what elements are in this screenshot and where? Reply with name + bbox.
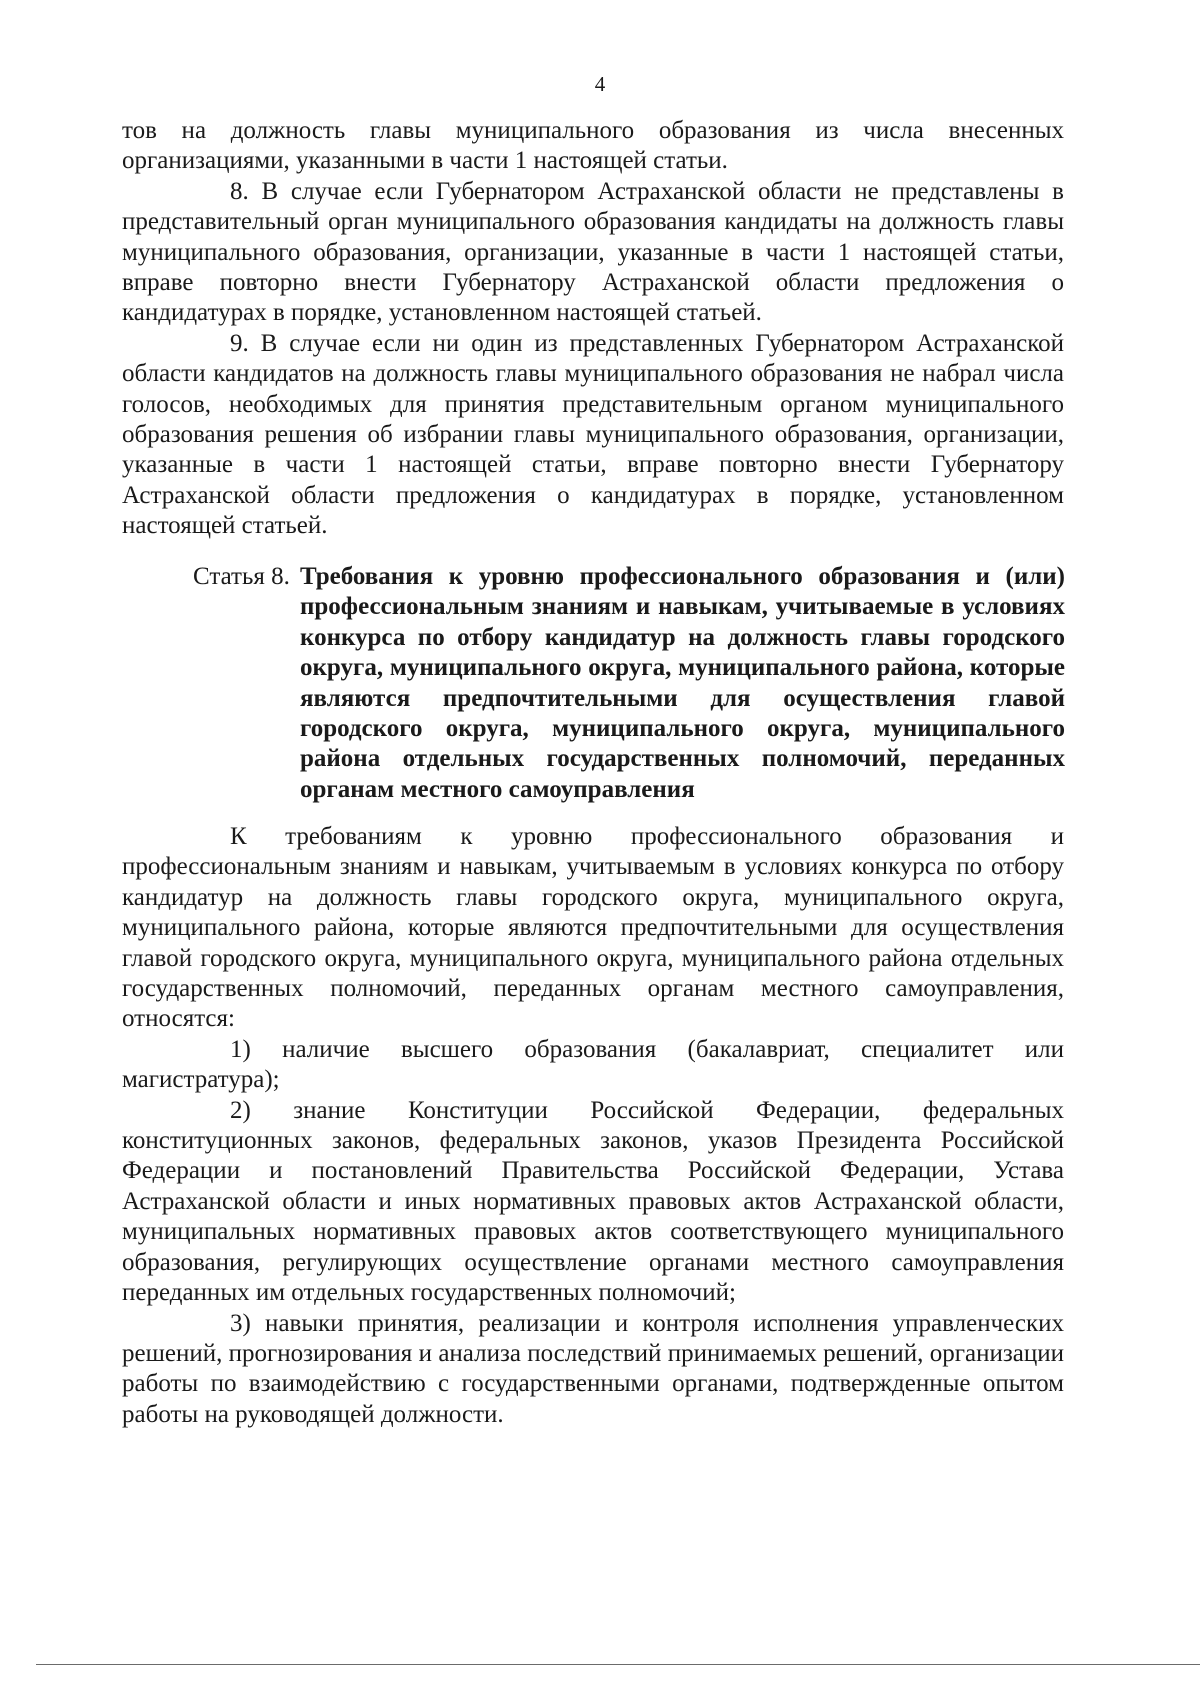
requirement-item-2: 2) знание Конституции Российской Федерации, федеральных конституционных законов, федеральных законов, указов Президента Российской Федерации и постановлений Правительства Российской Федерации, Устава Астраханской области и иных нормативных правовых актов Астраханской области, муниципальных нормативных правовых актов соответствующего муниципального образования, регулирующих осуществление органами местного самоуправления переданных им отдельных государственных полномочий; [122, 1096, 1064, 1307]
requirement-item-1: 1) наличие высшего образования (бакалавриат, специалитет или магистратура); [122, 1035, 1064, 1094]
article-label: Статья 8. [193, 563, 290, 590]
bottom-divider [36, 1664, 1200, 1665]
requirement-item-3: 3) навыки принятия, реализации и контроля исполнения управленческих решений, прогнозирования и анализа последствий принимаемых решений, организации работы по взаимодействию с государственными органами, подтвержденные опытом работы на руководящей должности. [122, 1309, 1064, 1428]
article-body [122, 822, 1064, 1430]
paragraph-item-9: 9. В случае если ни один из представленных Губернатором Астраханской области кандидатов на должность главы муниципального образования не набрал числа голосов, необходимых для принятия представительным органом муниципального образования решения об избрании главы муниципального образования, организации, указанные в части 1 настоящей статьи, вправе повторно внести Губернатору Астраханской области предложения о кандидатурах в порядке, установленном настоящей статьей. [122, 329, 1064, 540]
article-intro-paragraph: К требованиям к уровню профессионального образования и профессиональным знаниям и навыкам, учитываемым в условиях конкурса по отбору кандидатур на должность главы городского округа, муниципального округа, муниципального района, которые являются предпочтительными для осуществления главой городского округа, муниципального округа, муниципального района отдельных государственных полномочий, переданных органам местного самоуправления, относятся: [122, 823, 1064, 1033]
article-heading [193, 562, 1065, 805]
paragraph-item-8: 8. В случае если Губернатором Астраханской области не представлены в представительный орган муниципального образования кандидаты на должность главы муниципального образования, организации, указанные в части 1 настоящей статьи, вправе повторно внести Губернатору Астраханской области предложения о кандидатурах в порядке, установленном настоящей статьей. [122, 177, 1064, 327]
article-title: Требования к уровню профессионального образования и (или) профессиональным знаниям и навыкам, учитываемые в условиях конкурса по отбору кандидатур на должность главы городского округа, муниципального округа, муниципального района, которые являются предпочтительными для осуществления главой городского округа, муниципального округа, муниципального района отдельных государственных полномочий, переданных органам местного самоуправления [300, 563, 1065, 803]
continued-paragraph: тов на должность главы муниципального образования из числа внесенных организациями, указанными в части 1 настоящей статьи. [122, 117, 1064, 175]
page-number: 4 [594, 72, 606, 96]
preceding-article-text [122, 116, 1064, 542]
